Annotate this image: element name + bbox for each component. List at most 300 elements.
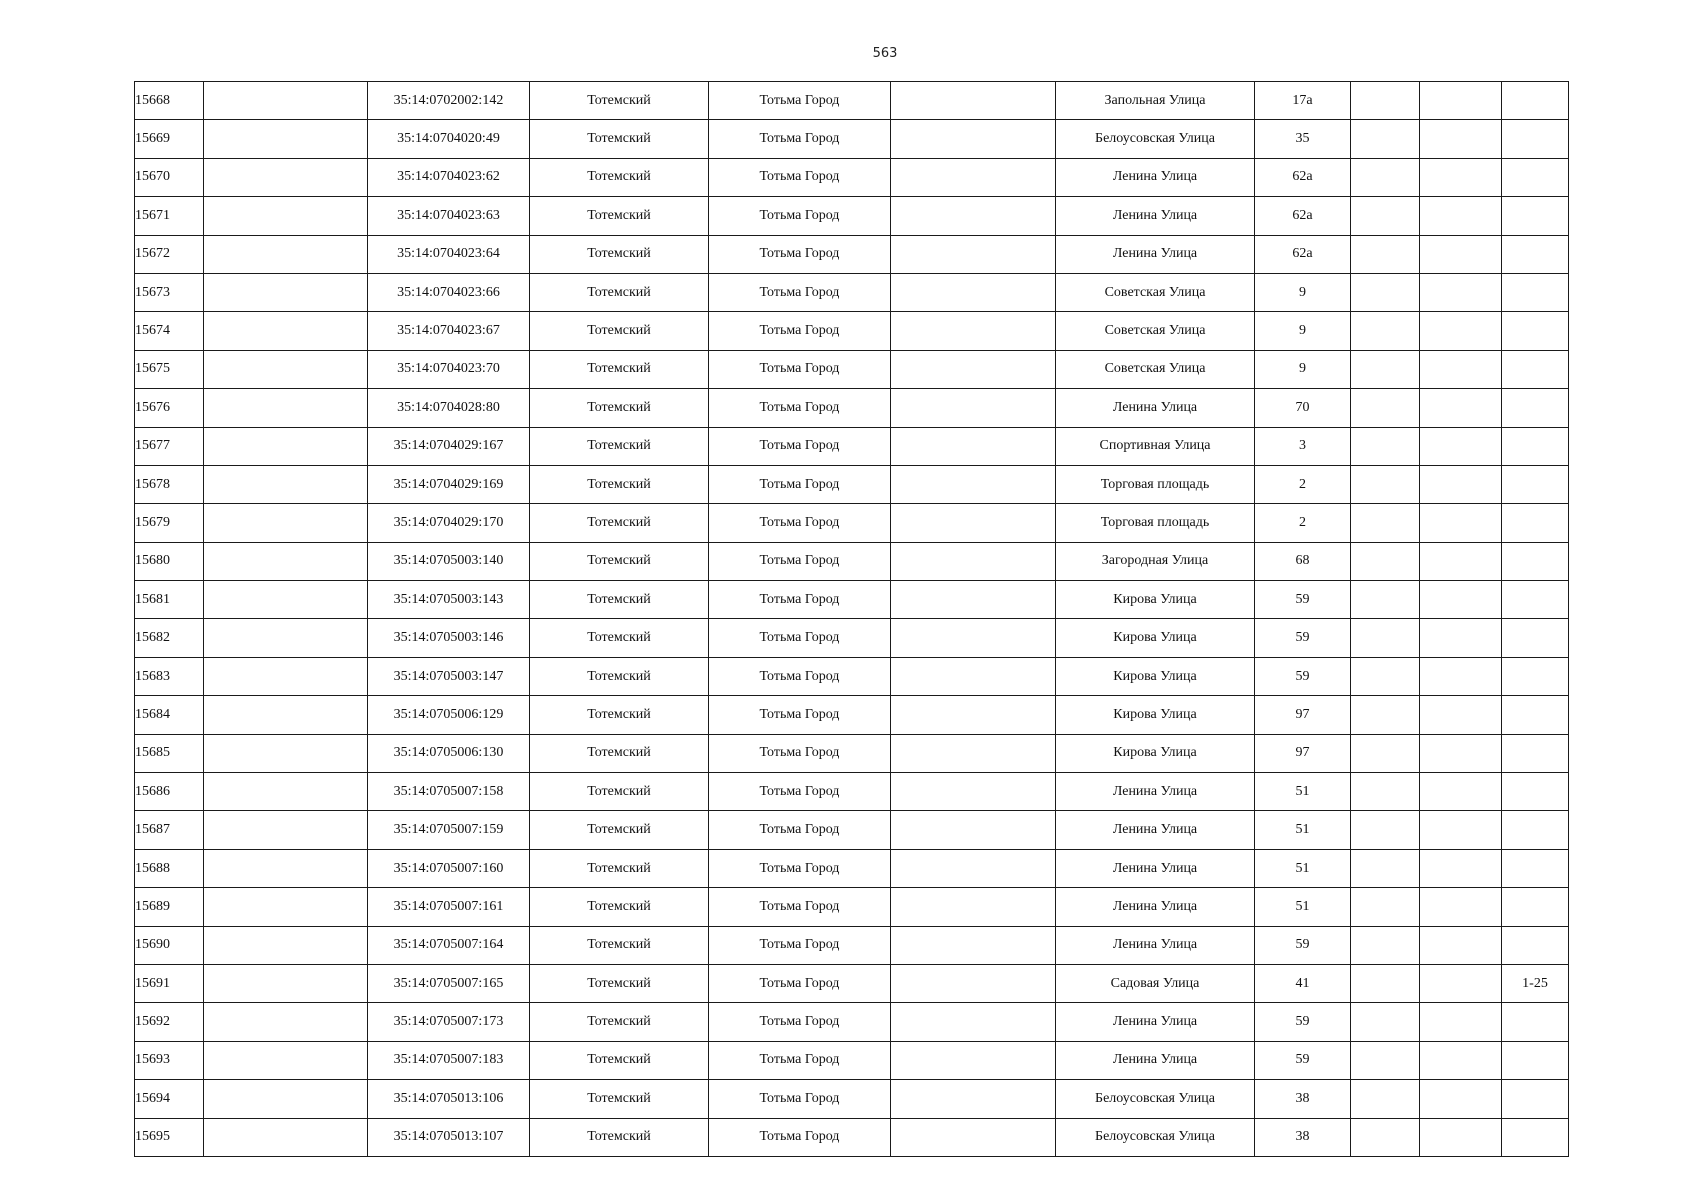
column-2-cell [204, 350, 368, 388]
locality-cell: Тотьма Город [709, 273, 891, 311]
apartment-cell [1502, 657, 1569, 695]
locality-cell: Тотьма Город [709, 82, 891, 120]
table-row [135, 504, 1569, 542]
column-6-cell [891, 427, 1056, 465]
column-10-cell [1420, 773, 1502, 811]
district-cell: Тотемский [530, 849, 709, 887]
district-cell: Тотемский [530, 1118, 709, 1156]
apartment-cell [1502, 350, 1569, 388]
record-number-cell: 15674 [135, 312, 204, 350]
column-2-cell [204, 1080, 368, 1118]
column-10-cell [1420, 158, 1502, 196]
cadastral-number-cell: 35:14:0704023:66 [368, 273, 530, 311]
column-9-cell [1351, 465, 1420, 503]
column-2-cell [204, 427, 368, 465]
column-9-cell [1351, 350, 1420, 388]
column-2-cell [204, 926, 368, 964]
locality-cell: Тотьма Город [709, 888, 891, 926]
column-2-cell [204, 120, 368, 158]
district-cell: Тотемский [530, 1080, 709, 1118]
cadastral-number-cell: 35:14:0705003:140 [368, 542, 530, 580]
district-cell: Тотемский [530, 811, 709, 849]
column-9-cell [1351, 389, 1420, 427]
district-cell: Тотемский [530, 389, 709, 427]
district-cell: Тотемский [530, 888, 709, 926]
table-row [135, 1118, 1569, 1156]
column-6-cell [891, 849, 1056, 887]
page-number: 563 [872, 46, 898, 61]
column-10-cell [1420, 350, 1502, 388]
record-number-cell: 15693 [135, 1041, 204, 1079]
column-6-cell [891, 465, 1056, 503]
record-number-cell: 15689 [135, 888, 204, 926]
cadastral-number-cell: 35:14:0705006:130 [368, 734, 530, 772]
column-9-cell [1351, 427, 1420, 465]
record-number-cell: 15670 [135, 158, 204, 196]
record-number-cell: 15685 [135, 734, 204, 772]
house-number-cell: 62а [1255, 235, 1351, 273]
column-9-cell [1351, 158, 1420, 196]
house-number-cell: 70 [1255, 389, 1351, 427]
apartment-cell [1502, 811, 1569, 849]
street-cell: Садовая Улица [1056, 964, 1255, 1002]
table-row [135, 427, 1569, 465]
column-10-cell [1420, 504, 1502, 542]
column-2-cell [204, 773, 368, 811]
locality-cell: Тотьма Город [709, 350, 891, 388]
apartment-cell [1502, 235, 1569, 273]
column-2-cell [204, 1003, 368, 1041]
column-2-cell [204, 657, 368, 695]
apartment-cell [1502, 926, 1569, 964]
cadastral-number-cell: 35:14:0705013:106 [368, 1080, 530, 1118]
street-cell: Ленина Улица [1056, 389, 1255, 427]
column-10-cell [1420, 1118, 1502, 1156]
cadastral-number-cell: 35:14:0704023:64 [368, 235, 530, 273]
apartment-cell [1502, 888, 1569, 926]
house-number-cell: 2 [1255, 465, 1351, 503]
column-9-cell [1351, 1003, 1420, 1041]
table-row [135, 1080, 1569, 1118]
locality-cell: Тотьма Город [709, 120, 891, 158]
column-9-cell [1351, 619, 1420, 657]
district-cell: Тотемский [530, 504, 709, 542]
column-9-cell [1351, 581, 1420, 619]
district-cell: Тотемский [530, 82, 709, 120]
table-row [135, 389, 1569, 427]
column-2-cell [204, 82, 368, 120]
column-10-cell [1420, 734, 1502, 772]
column-2-cell [204, 504, 368, 542]
table-row [135, 197, 1569, 235]
locality-cell: Тотьма Город [709, 312, 891, 350]
table-row [135, 350, 1569, 388]
table-row [135, 82, 1569, 120]
column-6-cell [891, 158, 1056, 196]
district-cell: Тотемский [530, 1041, 709, 1079]
apartment-cell [1502, 542, 1569, 580]
street-cell: Запольная Улица [1056, 82, 1255, 120]
table-row [135, 235, 1569, 273]
table-row [135, 734, 1569, 772]
house-number-cell: 59 [1255, 619, 1351, 657]
house-number-cell: 9 [1255, 312, 1351, 350]
column-10-cell [1420, 581, 1502, 619]
locality-cell: Тотьма Город [709, 427, 891, 465]
locality-cell: Тотьма Город [709, 158, 891, 196]
district-cell: Тотемский [530, 120, 709, 158]
apartment-cell [1502, 1080, 1569, 1118]
cadastral-number-cell: 35:14:0705007:160 [368, 849, 530, 887]
cadastral-number-cell: 35:14:0705007:159 [368, 811, 530, 849]
cadastral-number-cell: 35:14:0705007:183 [368, 1041, 530, 1079]
column-9-cell [1351, 926, 1420, 964]
house-number-cell: 9 [1255, 273, 1351, 311]
district-cell: Тотемский [530, 465, 709, 503]
street-cell: Торговая площадь [1056, 504, 1255, 542]
column-9-cell [1351, 849, 1420, 887]
record-number-cell: 15695 [135, 1118, 204, 1156]
cadastral-number-cell: 35:14:0704023:67 [368, 312, 530, 350]
column-9-cell [1351, 657, 1420, 695]
column-2-cell [204, 312, 368, 350]
district-cell: Тотемский [530, 1003, 709, 1041]
locality-cell: Тотьма Город [709, 964, 891, 1002]
locality-cell: Тотьма Город [709, 504, 891, 542]
street-cell: Ленина Улица [1056, 849, 1255, 887]
column-2-cell [204, 542, 368, 580]
district-cell: Тотемский [530, 158, 709, 196]
locality-cell: Тотьма Город [709, 773, 891, 811]
record-number-cell: 15688 [135, 849, 204, 887]
column-6-cell [891, 1080, 1056, 1118]
column-10-cell [1420, 235, 1502, 273]
table-row [135, 1003, 1569, 1041]
street-cell: Ленина Улица [1056, 811, 1255, 849]
house-number-cell: 59 [1255, 581, 1351, 619]
column-9-cell [1351, 696, 1420, 734]
column-9-cell [1351, 773, 1420, 811]
column-6-cell [891, 312, 1056, 350]
district-cell: Тотемский [530, 734, 709, 772]
apartment-cell [1502, 581, 1569, 619]
column-6-cell [891, 926, 1056, 964]
column-6-cell [891, 734, 1056, 772]
cadastral-number-cell: 35:14:0705003:147 [368, 657, 530, 695]
record-number-cell: 15687 [135, 811, 204, 849]
cadastral-number-cell: 35:14:0705006:129 [368, 696, 530, 734]
column-6-cell [891, 273, 1056, 311]
apartment-cell [1502, 465, 1569, 503]
record-number-cell: 15677 [135, 427, 204, 465]
column-6-cell [891, 619, 1056, 657]
record-number-cell: 15673 [135, 273, 204, 311]
apartment-cell [1502, 273, 1569, 311]
street-cell: Загородная Улица [1056, 542, 1255, 580]
cadastral-number-cell: 35:14:0705013:107 [368, 1118, 530, 1156]
table-row [135, 964, 1569, 1002]
street-cell: Ленина Улица [1056, 1041, 1255, 1079]
column-6-cell [891, 350, 1056, 388]
record-number-cell: 15684 [135, 696, 204, 734]
table-row [135, 1041, 1569, 1079]
street-cell: Кирова Улица [1056, 581, 1255, 619]
column-6-cell [891, 1003, 1056, 1041]
table-row [135, 158, 1569, 196]
apartment-cell [1502, 197, 1569, 235]
district-cell: Тотемский [530, 581, 709, 619]
apartment-cell [1502, 312, 1569, 350]
cadastral-number-cell: 35:14:0705007:165 [368, 964, 530, 1002]
column-9-cell [1351, 964, 1420, 1002]
column-9-cell [1351, 1080, 1420, 1118]
house-number-cell: 68 [1255, 542, 1351, 580]
street-cell: Советская Улица [1056, 312, 1255, 350]
column-9-cell [1351, 1118, 1420, 1156]
street-cell: Белоусовская Улица [1056, 1118, 1255, 1156]
cadastral-number-cell: 35:14:0704023:70 [368, 350, 530, 388]
street-cell: Кирова Улица [1056, 696, 1255, 734]
locality-cell: Тотьма Город [709, 1118, 891, 1156]
column-6-cell [891, 696, 1056, 734]
column-10-cell [1420, 542, 1502, 580]
cadastral-number-cell: 35:14:0704029:169 [368, 465, 530, 503]
column-2-cell [204, 465, 368, 503]
column-10-cell [1420, 427, 1502, 465]
column-10-cell [1420, 964, 1502, 1002]
cadastral-number-cell: 35:14:0705007:161 [368, 888, 530, 926]
column-10-cell [1420, 888, 1502, 926]
column-6-cell [891, 888, 1056, 926]
column-9-cell [1351, 273, 1420, 311]
column-10-cell [1420, 312, 1502, 350]
record-number-cell: 15691 [135, 964, 204, 1002]
record-number-cell: 15680 [135, 542, 204, 580]
house-number-cell: 97 [1255, 734, 1351, 772]
locality-cell: Тотьма Город [709, 926, 891, 964]
column-9-cell [1351, 312, 1420, 350]
apartment-cell [1502, 158, 1569, 196]
cadastral-number-cell: 35:14:0705003:143 [368, 581, 530, 619]
column-2-cell [204, 197, 368, 235]
district-cell: Тотемский [530, 197, 709, 235]
locality-cell: Тотьма Город [709, 1080, 891, 1118]
locality-cell: Тотьма Город [709, 696, 891, 734]
street-cell: Белоусовская Улица [1056, 120, 1255, 158]
record-number-cell: 15686 [135, 773, 204, 811]
house-number-cell: 51 [1255, 773, 1351, 811]
locality-cell: Тотьма Город [709, 235, 891, 273]
street-cell: Советская Улица [1056, 273, 1255, 311]
locality-cell: Тотьма Город [709, 657, 891, 695]
record-number-cell: 15668 [135, 82, 204, 120]
apartment-cell [1502, 696, 1569, 734]
street-cell: Кирова Улица [1056, 619, 1255, 657]
record-number-cell: 15679 [135, 504, 204, 542]
record-number-cell: 15672 [135, 235, 204, 273]
apartment-cell [1502, 120, 1569, 158]
house-number-cell: 41 [1255, 964, 1351, 1002]
column-9-cell [1351, 734, 1420, 772]
column-2-cell [204, 235, 368, 273]
table-row [135, 312, 1569, 350]
cadastral-number-cell: 35:14:0704029:167 [368, 427, 530, 465]
column-10-cell [1420, 811, 1502, 849]
column-6-cell [891, 811, 1056, 849]
record-number-cell: 15692 [135, 1003, 204, 1041]
house-number-cell: 59 [1255, 1003, 1351, 1041]
street-cell: Кирова Улица [1056, 657, 1255, 695]
record-number-cell: 15683 [135, 657, 204, 695]
column-10-cell [1420, 1041, 1502, 1079]
column-2-cell [204, 619, 368, 657]
district-cell: Тотемский [530, 964, 709, 1002]
column-2-cell [204, 734, 368, 772]
locality-cell: Тотьма Город [709, 734, 891, 772]
column-6-cell [891, 542, 1056, 580]
column-2-cell [204, 581, 368, 619]
table-row [135, 120, 1569, 158]
house-number-cell: 62а [1255, 197, 1351, 235]
locality-cell: Тотьма Город [709, 465, 891, 503]
column-2-cell [204, 811, 368, 849]
column-10-cell [1420, 197, 1502, 235]
district-cell: Тотемский [530, 619, 709, 657]
locality-cell: Тотьма Город [709, 542, 891, 580]
street-cell: Ленина Улица [1056, 773, 1255, 811]
house-number-cell: 3 [1255, 427, 1351, 465]
street-cell: Спортивная Улица [1056, 427, 1255, 465]
column-9-cell [1351, 235, 1420, 273]
house-number-cell: 2 [1255, 504, 1351, 542]
column-2-cell [204, 849, 368, 887]
locality-cell: Тотьма Город [709, 849, 891, 887]
street-cell: Белоусовская Улица [1056, 1080, 1255, 1118]
house-number-cell: 51 [1255, 888, 1351, 926]
column-10-cell [1420, 120, 1502, 158]
column-2-cell [204, 273, 368, 311]
record-number-cell: 15690 [135, 926, 204, 964]
column-6-cell [891, 657, 1056, 695]
district-cell: Тотемский [530, 696, 709, 734]
locality-cell: Тотьма Город [709, 811, 891, 849]
column-6-cell [891, 504, 1056, 542]
column-6-cell [891, 197, 1056, 235]
street-cell: Кирова Улица [1056, 734, 1255, 772]
column-2-cell [204, 1118, 368, 1156]
street-cell: Ленина Улица [1056, 235, 1255, 273]
record-number-cell: 15671 [135, 197, 204, 235]
column-10-cell [1420, 273, 1502, 311]
table-row [135, 926, 1569, 964]
column-9-cell [1351, 197, 1420, 235]
apartment-cell [1502, 1041, 1569, 1079]
registry-table-body [135, 82, 1569, 1157]
district-cell: Тотемский [530, 273, 709, 311]
column-9-cell [1351, 82, 1420, 120]
district-cell: Тотемский [530, 235, 709, 273]
house-number-cell: 35 [1255, 120, 1351, 158]
column-10-cell [1420, 926, 1502, 964]
locality-cell: Тотьма Город [709, 1041, 891, 1079]
column-9-cell [1351, 542, 1420, 580]
column-9-cell [1351, 811, 1420, 849]
column-2-cell [204, 1041, 368, 1079]
street-cell: Ленина Улица [1056, 197, 1255, 235]
cadastral-number-cell: 35:14:0704023:63 [368, 197, 530, 235]
cadastral-number-cell: 35:14:0704020:49 [368, 120, 530, 158]
column-10-cell [1420, 657, 1502, 695]
cadastral-number-cell: 35:14:0704029:170 [368, 504, 530, 542]
house-number-cell: 51 [1255, 811, 1351, 849]
apartment-cell [1502, 734, 1569, 772]
column-10-cell [1420, 696, 1502, 734]
apartment-cell [1502, 82, 1569, 120]
house-number-cell: 59 [1255, 1041, 1351, 1079]
apartment-cell [1502, 849, 1569, 887]
record-number-cell: 15682 [135, 619, 204, 657]
district-cell: Тотемский [530, 350, 709, 388]
house-number-cell: 38 [1255, 1118, 1351, 1156]
record-number-cell: 15678 [135, 465, 204, 503]
house-number-cell: 62а [1255, 158, 1351, 196]
column-10-cell [1420, 465, 1502, 503]
column-6-cell [891, 82, 1056, 120]
registry-table [134, 81, 1569, 1157]
house-number-cell: 17а [1255, 82, 1351, 120]
street-cell: Ленина Улица [1056, 158, 1255, 196]
column-2-cell [204, 696, 368, 734]
locality-cell: Тотьма Город [709, 1003, 891, 1041]
cadastral-number-cell: 35:14:0705007:158 [368, 773, 530, 811]
table-row [135, 619, 1569, 657]
record-number-cell: 15676 [135, 389, 204, 427]
cadastral-number-cell: 35:14:0705007:173 [368, 1003, 530, 1041]
table-row [135, 888, 1569, 926]
record-number-cell: 15675 [135, 350, 204, 388]
cadastral-number-cell: 35:14:0705007:164 [368, 926, 530, 964]
apartment-cell [1502, 773, 1569, 811]
locality-cell: Тотьма Город [709, 581, 891, 619]
column-10-cell [1420, 849, 1502, 887]
column-6-cell [891, 773, 1056, 811]
column-6-cell [891, 235, 1056, 273]
street-cell: Торговая площадь [1056, 465, 1255, 503]
column-2-cell [204, 888, 368, 926]
column-9-cell [1351, 120, 1420, 158]
street-cell: Ленина Улица [1056, 926, 1255, 964]
house-number-cell: 59 [1255, 657, 1351, 695]
column-2-cell [204, 389, 368, 427]
column-6-cell [891, 1041, 1056, 1079]
record-number-cell: 15681 [135, 581, 204, 619]
record-number-cell: 15669 [135, 120, 204, 158]
district-cell: Тотемский [530, 926, 709, 964]
apartment-cell [1502, 619, 1569, 657]
column-6-cell [891, 120, 1056, 158]
column-10-cell [1420, 82, 1502, 120]
cadastral-number-cell: 35:14:0705003:146 [368, 619, 530, 657]
table-row [135, 773, 1569, 811]
table-row [135, 849, 1569, 887]
district-cell: Тотемский [530, 427, 709, 465]
table-row [135, 581, 1569, 619]
street-cell: Ленина Улица [1056, 1003, 1255, 1041]
house-number-cell: 97 [1255, 696, 1351, 734]
district-cell: Тотемский [530, 312, 709, 350]
locality-cell: Тотьма Город [709, 197, 891, 235]
table-row [135, 273, 1569, 311]
